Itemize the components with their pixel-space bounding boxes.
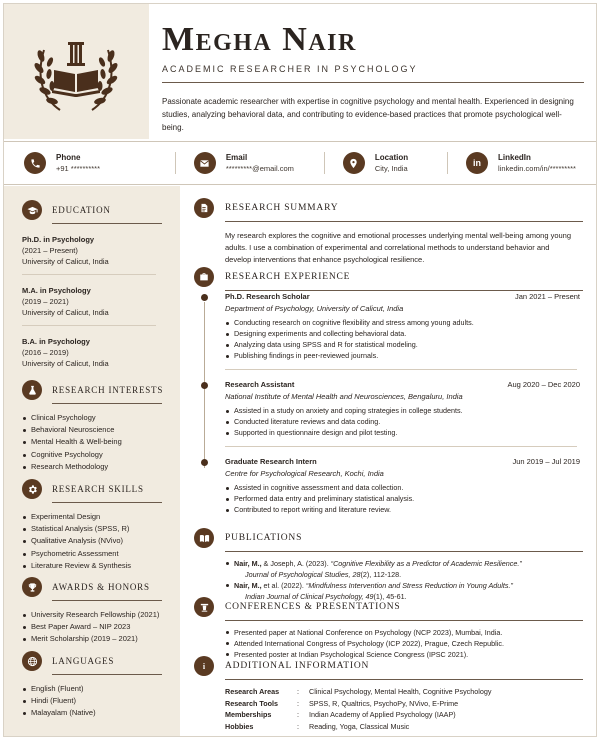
research-experience-title: RESEARCH EXPERIENCE: [225, 272, 351, 282]
list-item: Conducted literature reviews and data coding.: [225, 416, 580, 427]
laurel-book-logo-icon: [30, 26, 122, 118]
school: University of Calicut, India: [22, 257, 109, 266]
education-section: [22, 200, 164, 369]
list-item: Assisted in a study on anxiety and coping strategies in college students.: [225, 405, 580, 416]
list-item: Supported in questionnaire design and pilot testing.: [225, 427, 580, 438]
school: University of Calicut, India: [22, 359, 109, 368]
item-divider: [22, 325, 156, 326]
globe-icon: [22, 651, 42, 671]
resume-page: [3, 3, 597, 737]
list-item: Behavioral Neuroscience: [22, 424, 164, 436]
list-item: Assisted in cognitive assessment and data collection.: [225, 482, 580, 493]
list-item: Best Paper Award – NIP 2023: [22, 621, 164, 633]
job-role: Graduate Research Intern: [225, 457, 317, 466]
pub-author: Nair, M.,: [234, 581, 262, 590]
list-item: Conducting research on cognitive flexibility and stress among young adults.: [225, 317, 580, 328]
info-icon: i: [194, 656, 214, 676]
list-item: Malayalam (Native): [22, 707, 164, 719]
conferences-title: CONFERENCES & PRESENTATIONS: [225, 602, 401, 612]
list-item: Mental Health & Well-being: [22, 436, 164, 448]
linkedin-icon: in: [466, 152, 488, 174]
document-icon: [194, 198, 214, 218]
location-icon: [343, 152, 365, 174]
pub-pages: (2), 112-128.: [360, 570, 402, 579]
contact-phone[interactable]: [24, 152, 175, 174]
list-item: Designing experiments and collecting behavioral data.: [225, 328, 580, 339]
list-item: Statistical Analysis (SPSS, R): [22, 523, 164, 535]
research-interests-section: [22, 380, 164, 473]
item-divider: [225, 446, 577, 447]
info-row: Hobbies : Reading, Yoga, Classical Music: [225, 721, 410, 731]
languages-title: LANGUAGES: [52, 656, 115, 666]
publications-list: [225, 558, 589, 602]
header-divider: [162, 82, 584, 83]
degree: Ph.D. in Psychology: [22, 235, 95, 244]
publications-section: [194, 528, 589, 602]
graduation-cap-icon: [22, 200, 42, 220]
gear-icon: [22, 479, 42, 499]
item-divider: [225, 369, 577, 370]
candidate-name: Megha Nair: [162, 21, 357, 58]
experience-item: [200, 457, 580, 515]
timeline-dot: [201, 382, 208, 389]
list-item: Experimental Design: [22, 511, 164, 523]
contact-bar: [4, 141, 597, 185]
section-divider: [52, 600, 162, 601]
contact-label: Location: [374, 153, 409, 162]
contact-value: *********@email.com: [225, 164, 294, 173]
profile-summary: Passionate academic researcher with expertise in cognitive psychology and mental health. Experienced in designing studies, analyzing behavioral data, and contributing to evidence-based practices that promote psychological well-being.: [162, 97, 574, 132]
contact-location[interactable]: [324, 152, 447, 174]
awards-section: [22, 577, 164, 646]
awards-title: AWARDS & HONORS: [52, 582, 150, 592]
list-item: Attended International Congress of Psychology (ICP 2022), Prague, Czech Republic.: [225, 638, 589, 649]
job-organization: Centre for Psychological Research, Kochi, India: [225, 469, 384, 478]
job-role: Research Assistant: [225, 380, 295, 389]
education-item: [22, 336, 164, 369]
section-divider: [52, 502, 162, 503]
pub-journal: Journal of Psychological Studies, 28: [245, 570, 361, 579]
list-item: Clinical Psychology: [22, 412, 164, 424]
list-item: Performed data entry and preliminary statistical analysis.: [225, 493, 580, 504]
flask-icon: [22, 380, 42, 400]
timeline-dot: [201, 294, 208, 301]
education-item: [22, 285, 164, 326]
list-item: Hindi (Fluent): [22, 695, 164, 707]
info-value: Reading, Yoga, Classical Music: [309, 721, 410, 731]
contact-email[interactable]: [175, 152, 324, 174]
job-organization: National Institute of Mental Health and Neurosciences, Bengaluru, India: [225, 392, 463, 401]
section-divider: [52, 403, 162, 404]
candidate-title: ACADEMIC RESEARCHER IN PSYCHOLOGY: [162, 64, 418, 74]
sidebar: [4, 186, 180, 737]
list-item: Contributed to report writing and literature review.: [225, 504, 580, 515]
section-divider: [225, 221, 583, 222]
experience-item: [200, 292, 580, 370]
degree: M.A. in Psychology: [22, 286, 91, 295]
job-dates: Jun 2019 – Jul 2019: [512, 457, 580, 466]
list-item: Analyzing data using SPSS and R for statistical modeling.: [225, 339, 580, 350]
contact-linkedin[interactable]: [447, 152, 597, 174]
list-item: Merit Scholarship (2019 – 2021): [22, 633, 164, 645]
logo-panel: [4, 4, 149, 139]
pub-meta: & Joseph, A. (2023).: [261, 559, 331, 568]
additional-info-title: ADDITIONAL INFORMATION: [225, 661, 370, 671]
experience-item: [200, 380, 580, 447]
publications-title: PUBLICATIONS: [225, 533, 303, 543]
degree-years: (2016 – 2019): [22, 348, 69, 357]
research-summary-title: RESEARCH SUMMARY: [225, 203, 339, 213]
podium-icon: [194, 597, 214, 617]
info-row: Research Areas : Clinical Psychology, Mental Health, Cognitive Psychology: [225, 687, 492, 696]
info-row: Memberships : Indian Academy of Applied Psychology (IAAP): [225, 710, 456, 719]
list-item: Research Methodology: [22, 461, 164, 473]
additional-info-section: [194, 656, 589, 732]
conferences-section: [194, 597, 589, 660]
list-item: Psychometric Assessment: [22, 548, 164, 560]
list-item: English (Fluent): [22, 683, 164, 695]
research-skills-title: RESEARCH SKILLS: [52, 484, 144, 494]
info-key: Research Tools: [225, 698, 278, 708]
research-summary-text: My research explores the cognitive and emotional processes underlying mental well-being among young adults. I use a combination of experimental and correlational methods to understand behavior and develop interventions that enhance psychological resilience.: [225, 231, 572, 264]
list-item: Literature Review & Synthesis: [22, 560, 164, 572]
email-icon: [194, 152, 216, 174]
pub-meta: et al. (2022).: [261, 581, 306, 590]
section-divider: [225, 551, 583, 552]
pub-author: Nair, M.,: [234, 559, 262, 568]
list-item: Presented poster at Indian Psychological Science Congress (IPSC 2021).: [225, 649, 589, 660]
briefcase-icon: [194, 267, 214, 287]
job-dates: Jan 2021 – Present: [514, 292, 580, 301]
resume-header: [162, 22, 592, 134]
list-item: University Research Fellowship (2021): [22, 609, 164, 621]
research-experience-section: [194, 267, 589, 291]
contact-value: linkedin.com/in/*********: [498, 164, 576, 173]
phone-icon: [24, 152, 46, 174]
list-item: Publishing findings in peer-reviewed journals.: [225, 350, 580, 361]
job-dates: Aug 2020 – Dec 2020: [507, 380, 580, 389]
degree: B.A. in Psychology: [22, 337, 90, 346]
info-value: SPSS, R, Qualtrics, PsychoPy, NVivo, E-Prime: [309, 698, 459, 708]
languages-section: [22, 651, 164, 720]
trophy-icon: [22, 577, 42, 597]
section-divider: [225, 290, 583, 291]
info-key: Memberships: [225, 710, 272, 719]
contact-label: LinkedIn: [498, 153, 531, 162]
info-key: Hobbies: [225, 721, 254, 731]
interests-list: [22, 412, 164, 473]
pub-title: “Cognitive Flexibility as a Predictor of Academic Resilience.”: [330, 559, 522, 568]
section-divider: [52, 674, 162, 675]
research-skills-section: [22, 479, 164, 572]
education-title: EDUCATION: [52, 205, 111, 215]
research-summary-section: [194, 198, 589, 266]
section-divider: [52, 223, 162, 224]
item-divider: [22, 274, 156, 275]
languages-list: [22, 683, 164, 720]
info-key: Research Areas: [225, 687, 280, 696]
info-row: Research Tools : SPSS, R, Qualtrics, PsychoPy, NVivo, E-Prime: [225, 698, 459, 708]
list-item: Cognitive Psychology: [22, 449, 164, 461]
info-value: Clinical Psychology, Mental Health, Cognitive Psychology: [309, 687, 492, 696]
contact-label: Phone: [56, 153, 81, 162]
job-role: Ph.D. Research Scholar: [225, 292, 310, 301]
degree-years: (2021 – Present): [22, 246, 78, 255]
job-organization: Department of Psychology, University of Calicut, India: [225, 304, 404, 313]
section-divider: [225, 620, 583, 621]
pub-title: “Mindfulness Intervention and Stress Reduction in Young Adults.”: [305, 581, 513, 590]
list-item: Presented paper at National Conference on Psychology (NCP 2023), Mumbai, India.: [225, 627, 589, 638]
timeline-dot: [201, 459, 208, 466]
contact-value: City, India: [374, 164, 408, 173]
section-divider: [225, 679, 583, 680]
degree-years: (2019 – 2021): [22, 297, 69, 306]
school: University of Calicut, India: [22, 308, 109, 317]
skills-list: [22, 511, 164, 572]
awards-list: [22, 609, 164, 646]
additional-info-table: [225, 686, 589, 732]
info-value: Indian Academy of Applied Psychology (IAAP): [309, 710, 456, 719]
pub-journal: Indian Journal of Clinical Psychology, 49: [245, 592, 374, 601]
open-book-icon: [194, 528, 214, 548]
contact-label: Email: [225, 153, 248, 162]
publication-item: [225, 558, 589, 580]
pub-pages: (1), 45-61.: [373, 592, 407, 601]
contact-value: +91 **********: [56, 164, 100, 173]
list-item: Qualitative Analysis (NVivo): [22, 535, 164, 547]
education-item: [22, 234, 164, 275]
research-interests-title: RESEARCH INTERESTS: [52, 385, 164, 395]
